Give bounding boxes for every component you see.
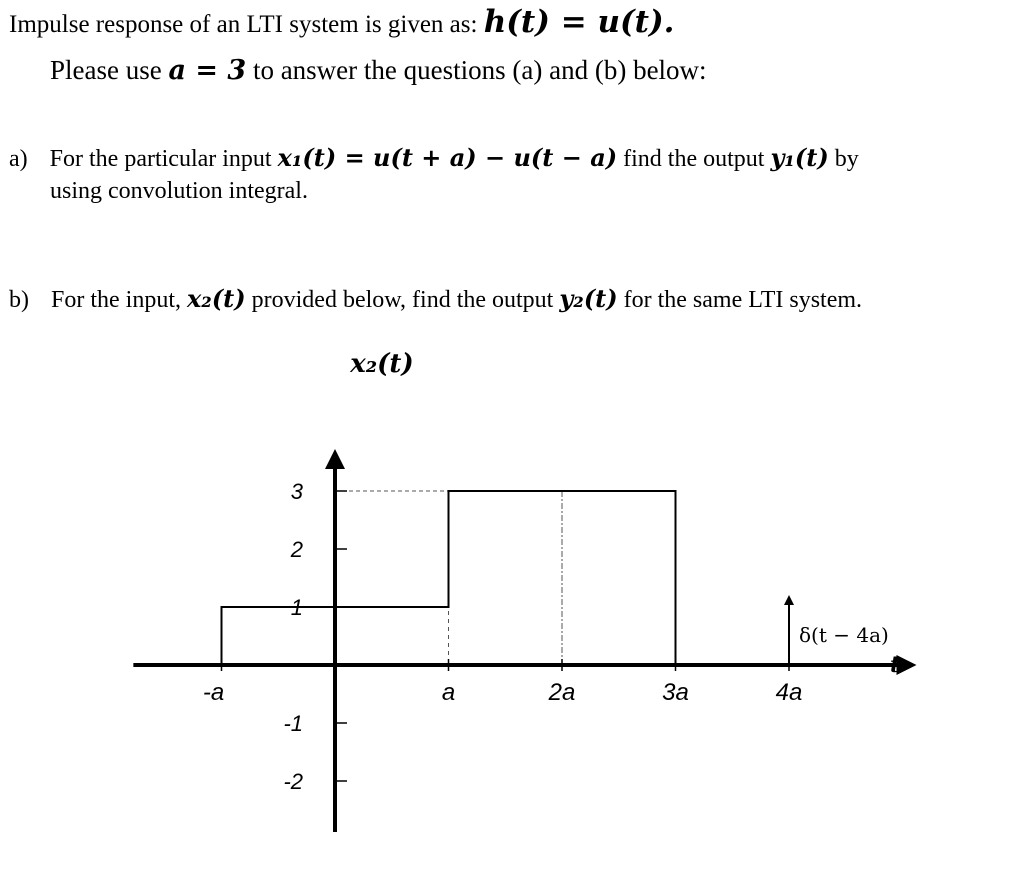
instruction-prefix: Please use bbox=[50, 55, 162, 85]
x-tick-label: 3a bbox=[662, 679, 689, 706]
instruction-suffix: to answer the questions (a) and (b) below: bbox=[252, 55, 707, 85]
question-a-text2: find the output bbox=[623, 146, 765, 172]
question-b-output: y₂(t) bbox=[559, 284, 618, 313]
impulse-equation: h(t) = u(t). bbox=[483, 4, 675, 40]
y-tick-label: 3 bbox=[290, 479, 303, 504]
intro-text: Impulse response of an LTI system is given as: bbox=[9, 11, 478, 38]
question-a-text3: by bbox=[834, 146, 859, 172]
question-a-line2: using convolution integral. bbox=[50, 178, 308, 204]
x-tick-label: 4a bbox=[775, 679, 803, 706]
question-b-text2: provided below, find the output bbox=[251, 287, 554, 313]
x-tick-label: 2a bbox=[548, 679, 576, 706]
question-a-label: a) bbox=[9, 146, 28, 172]
y-tick-label: -2 bbox=[283, 769, 303, 794]
chart-title: x₂(t) bbox=[350, 349, 414, 379]
question-b-label: b) bbox=[9, 287, 29, 313]
question-b-text3: for the same LTI system. bbox=[623, 287, 863, 313]
y-tick-label: 2 bbox=[290, 537, 303, 562]
x-tick-label: -a bbox=[202, 679, 225, 706]
a-value: a = 3 bbox=[168, 55, 247, 86]
y-tick-label: -1 bbox=[283, 711, 303, 736]
y-tick-label: 1 bbox=[290, 595, 303, 620]
question-a-text1: For the particular input bbox=[49, 146, 272, 172]
x-axis-label: t bbox=[890, 652, 901, 678]
question-b-input: x₂(t) bbox=[187, 284, 246, 313]
impulse-label: δ(t − 4a) bbox=[799, 623, 889, 647]
question-a-input-eq: x₁(t) = u(t + a) − u(t − a) bbox=[277, 143, 618, 172]
x-tick-label: a bbox=[441, 679, 456, 706]
question-b-text1: For the input, bbox=[51, 287, 181, 313]
question-a-output: y₁(t) bbox=[770, 143, 829, 172]
